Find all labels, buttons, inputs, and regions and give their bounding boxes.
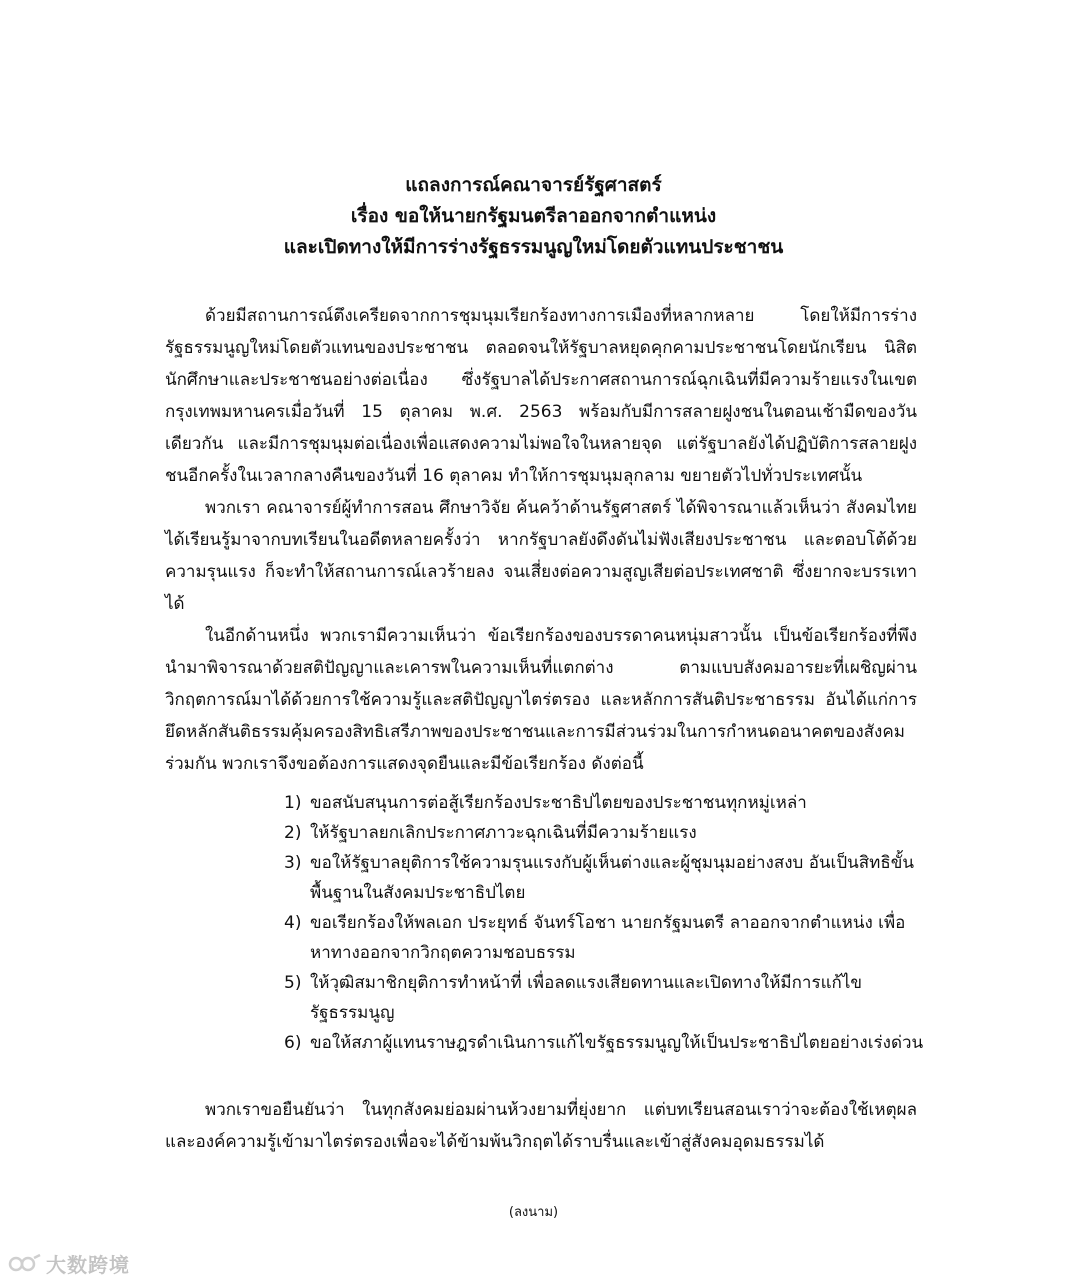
demand-number: 1) bbox=[284, 793, 302, 813]
demand-number: 3) bbox=[284, 853, 302, 873]
demands-list bbox=[284, 788, 924, 1058]
demand-number: 6) bbox=[284, 1033, 302, 1053]
closing-paragraph: พวกเราขอยืนยันว่า ในทุกสังคมย่อมผ่านห้วงยามที่ยุ่งยาก แต่บทเรียนสอนเราว่าจะต้องใช้เหตุผลและองค์ความรู้เข้ามาไตร่ตรองเพื่อจะได้ข้ามพ้นวิกฤตได้ราบรื่นและเข้าสู่สังคมอุดมธรรมได้ bbox=[165, 1100, 917, 1152]
demand-number: 2) bbox=[284, 823, 302, 843]
statement-body bbox=[165, 300, 917, 780]
demand-number: 4) bbox=[284, 913, 302, 933]
title-line-1: แถลงการณ์คณาจารย์รัฐศาสตร์ bbox=[405, 174, 662, 196]
demand-text: ให้วุฒิสมาชิกยุติการทำหน้าที่ เพื่อลดแรงเสียดทานและเปิดทางให้มีการแก้ไขรัฐธรรมนูญ bbox=[310, 973, 863, 1023]
demand-text: ขอสนับสนุนการต่อสู้เรียกร้องประชาธิปไตยของประชาชนทุกหมู่เหล่า bbox=[310, 793, 807, 813]
title-line-3: และเปิดทางให้มีการร่างรัฐธรรมนูญใหม่โดยตัวแทนประชาชน bbox=[283, 236, 784, 258]
demand-text: ขอเรียกร้องให้พลเอก ประยุทธ์ จันทร์โอชา นายกรัฐมนตรี ลาออกจากตำแหน่ง เพื่อหาทางออกจากวิกฤตความชอบธรรม bbox=[310, 913, 906, 963]
list-item bbox=[284, 848, 924, 908]
paragraph-position: พวกเรา คณาจารย์ผู้ทำการสอน ศึกษาวิจัย ค้นคว้าด้านรัฐศาสตร์ ได้พิจารณาแล้วเห็นว่า สังคมไทยได้เรียนรู้มาจากบทเรียนในอดีตหลายครั้งว่า หากรัฐบาลยังดึงดันไม่ฟังเสียงประชาชน และตอบโต้ด้วยความรุนแรง ก็จะทำให้สถานการณ์เลวร้ายลง จนเสี่ยงต่อความสูญเสียต่อประเทศชาติ ซึ่งยากจะบรรเทาได้ bbox=[165, 498, 917, 614]
title-line-2: เรื่อง ขอให้นายกรัฐมนตรีลาออกจากตำแหน่ง bbox=[350, 205, 717, 227]
paragraph-demands-intro: ในอีกด้านหนึ่ง พวกเรามีความเห็นว่า ข้อเรียกร้องของบรรดาคนหนุ่มสาวนั้น เป็นข้อเรียกร้องที่พึงนำมาพิจารณาด้วยสติปัญญาและเคารพในความเห็นที่แตกต่าง ตามแบบสังคมอารยะที่เผชิญผ่านวิกฤตการณ์มาได้ด้วยการใช้ความรู้และสติปัญญาไตร่ตรอง และหลักการสันติประชาธรรม อันได้แก่การยึดหลักสันติธรรมคุ้มครองสิทธิเสรีภาพของประชาชนและการมีส่วนร่วมในการกำหนดอนาคตของสังคมร่วมกัน พวกเราจึงขอต้องการแสดงจุดยืนและมีข้อเรียกร้อง ดังต่อนี้ bbox=[165, 626, 917, 774]
demand-number: 5) bbox=[284, 973, 302, 993]
brand-logo-icon bbox=[8, 1251, 42, 1277]
watermark-text: 大数跨境 bbox=[46, 1253, 130, 1277]
demand-text: ขอให้สภาผู้แทนราษฎรดำเนินการแก้ไขรัฐธรรมนูญให้เป็นประชาธิปไตยอย่างเร่งด่วน bbox=[310, 1033, 924, 1053]
watermark bbox=[8, 1249, 130, 1278]
document-title bbox=[0, 170, 1067, 263]
list-item bbox=[284, 818, 924, 848]
list-item bbox=[284, 788, 924, 818]
paragraph-situation: ด้วยมีสถานการณ์ตึงเครียดจากการชุมนุมเรียกร้องทางการเมืองที่หลากหลาย โดยให้มีการร่างรัฐธรรมนูญใหม่โดยตัวแทนของประชาชน ตลอดจนให้รัฐบาลหยุดคุกคามประชาชนโดยนักเรียน นิสิต นักศึกษาและประชาชนอย่างต่อเนื่อง ซึ่งรัฐบาลได้ประกาศสถานการณ์ฉุกเฉินที่มีความร้ายแรงในเขตกรุงเทพมหานครเมื่อวันที่ 15 ตุลาคม พ.ศ. 2563 พร้อมกับมีการสลายฝูงชนในตอนเช้ามืดของวันเดียวกัน และมีการชุมนุมต่อเนื่องเพื่อแสดงความไม่พอใจในหลายจุด แต่รัฐบาลยังได้ปฏิบัติการสลายฝูงชนอีกครั้งในเวลากลางคืนของวันที่ 16 ตุลาคม ทำให้การชุมนุมลุกลาม ขยายตัวไปทั่วประเทศนั้น bbox=[165, 306, 917, 486]
list-item bbox=[284, 908, 924, 968]
list-item bbox=[284, 968, 924, 1028]
closing-statement bbox=[165, 1094, 917, 1158]
list-item bbox=[284, 1028, 924, 1058]
demand-text: ขอให้รัฐบาลยุติการใช้ความรุนแรงกับผู้เห็นต่างและผู้ชุมนุมอย่างสงบ อันเป็นสิทธิขั้นพื้นฐานในสังคมประชาธิปไตย bbox=[310, 853, 914, 903]
signature-label: (ลงนาม) bbox=[508, 1205, 559, 1220]
demand-text: ให้รัฐบาลยกเลิกประกาศภาวะฉุกเฉินที่มีความร้ายแรง bbox=[310, 823, 697, 843]
